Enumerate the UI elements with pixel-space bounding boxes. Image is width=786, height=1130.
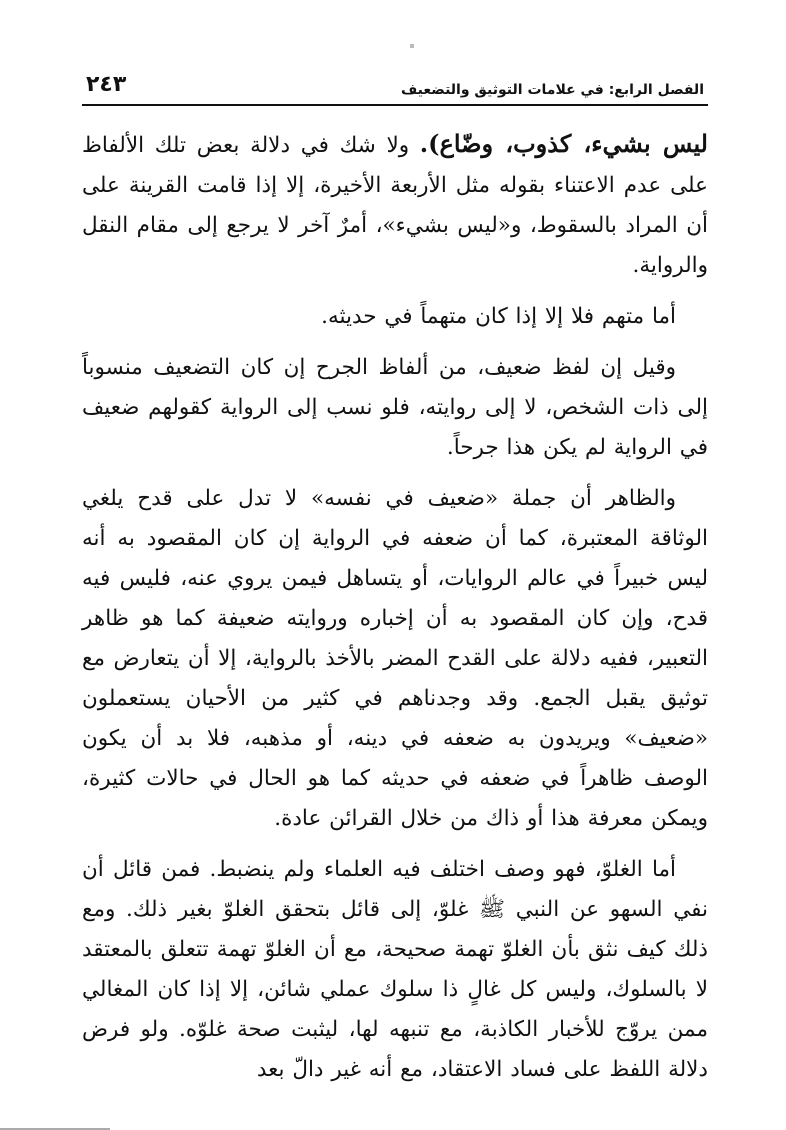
page-number: ٢٤٣ (86, 72, 127, 97)
paragraph-5: أما الغلوّ، فهو وصف اختلف فيه العلماء ولم ينضبط. فمن قائل أن نفي السهو عن النبي ﷺ غلوّ، إلى قائل بتحقق الغلوّ بغير ذلك. ومع ذلك كيف نثق بأن الغلوّ تهمة صحيحة، مع أن الغلوّ تهمة تتعلق بالمعتقد لا بالسلوك، وليس كل غالٍ ذا سلوك عملي شائن، إلا إذا كان المغالي ممن يروّج للأخبار الكاذبة، مع تنبهه لها، ليثبت صحة غلوّه. ولو فرض دلالة اللفظ على فساد الاعتقاد، مع أنه غير دالّ بعد (82, 857, 708, 1082)
paragraph-3: وقيل إن لفظ ضعيف، من ألفاظ الجرح إن كان التضعيف منسوباً إلى ذات الشخص، لا إلى روايته، فلو نسب إلى الرواية كقولهم ضعيف في الرواية لم يكن هذا جرحاً. (82, 355, 708, 460)
paragraph-1 (82, 124, 708, 286)
page-mark (410, 44, 414, 48)
bold-lead-phrase: ليس بشيء، كذوب، وضّاع). (419, 129, 708, 158)
page-body (82, 124, 708, 1090)
paragraph-2: أما متهم فلا إلا إذا كان متهماً في حديثه. (321, 304, 676, 329)
paragraph-4: والظاهر أن جملة «ضعيف في نفسه» لا تدل على قدح يلغي الوثاقة المعتبرة، كما أن ضعفه في الرواية إن كان المقصود به أنه ليس خبيراً في عالم الروايات، أو يتساهل فيمن يروي عنه، فليس فيه قدح، وإن كان المقصود به أن إخباره وروايته ضعيفة كما هو ظاهر التعبير، ففيه دلالة على القدح المضر بالأخذ بالرواية، إلا أن يتعارض مع توثيق يقبل الجمع. وقد وجدناهم في كثير من الأحيان يستعملون «ضعيف» ويريدون به ضعفه في دينه، أو مذهبه، فلا بد أن يكون الوصف ظاهراً في ضعفه في حديثه كما هو الحال في حالات كثيرة، ويمكن معرفة هذا أو ذاك من خلال القرائن عادة. (82, 486, 708, 831)
chapter-title: الفصل الرابع: في علامات التوثيق والتضعيف (401, 82, 704, 98)
page-header (82, 60, 708, 106)
paragraph-text: ولا شك في دلالة بعض تلك الألفاظ على عدم الاعتناء بقوله مثل الأربعة الأخيرة، إلا إذا قامت القرينة على أن المراد بالسقوط، و«ليس بشيء»، أمرٌ آخر لا يرجع إلى مقام النقل والرواية. (82, 133, 708, 278)
